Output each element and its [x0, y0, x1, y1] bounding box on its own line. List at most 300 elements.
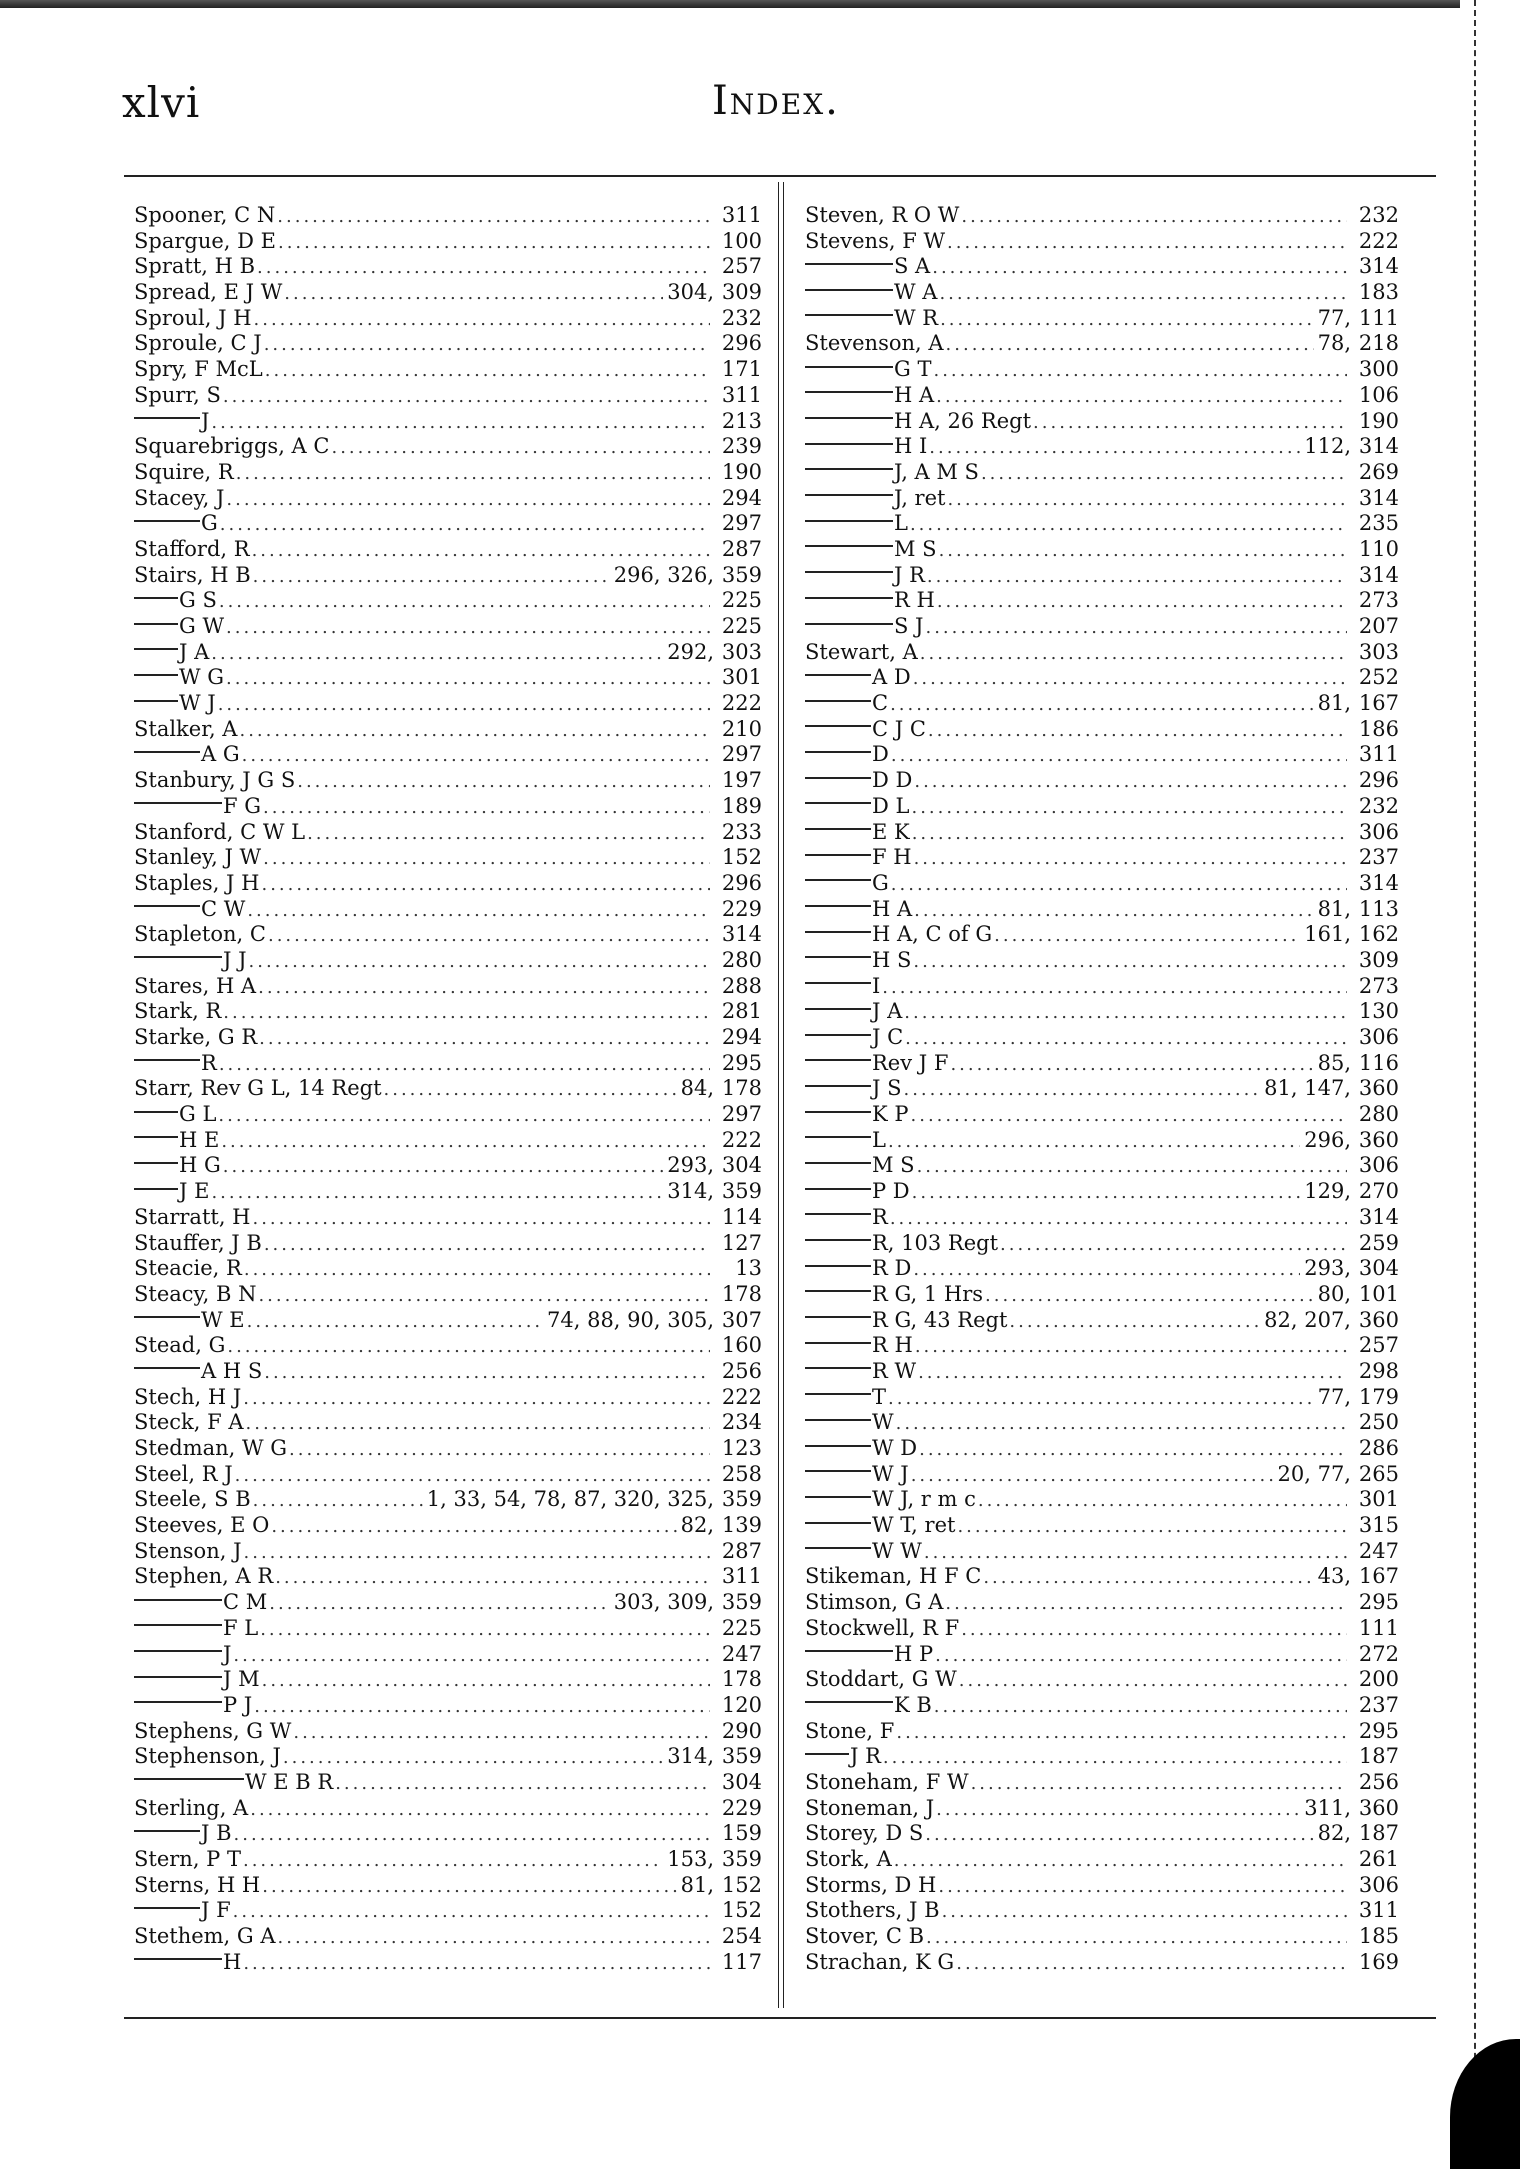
entry-name	[805, 845, 914, 871]
index-entry	[805, 1256, 1399, 1282]
dot-leader	[939, 538, 1347, 563]
ditto-dash	[805, 391, 893, 393]
dot-leader	[271, 1514, 676, 1539]
entry-name-text: W E	[201, 1307, 245, 1332]
entry-name-text: K B	[894, 1692, 932, 1717]
entry-page-final: 257	[721, 254, 762, 279]
entry-name-text: D L	[872, 793, 910, 818]
entry-page-final: 301	[1358, 1487, 1399, 1512]
entry-name	[805, 1153, 917, 1179]
entry-page-final: 120	[721, 1692, 762, 1717]
entry-name	[805, 1231, 1000, 1257]
entry-name-text: J A	[179, 639, 210, 664]
entry-page-refs: 311,	[1304, 1795, 1351, 1820]
ditto-dash	[134, 417, 200, 419]
entry-page-final: 314	[1358, 485, 1399, 510]
entry-name-text: J A	[872, 999, 903, 1024]
entry-name	[805, 820, 912, 846]
entry-page-final: 295	[1358, 1590, 1399, 1615]
dot-leader	[924, 1540, 1347, 1565]
entry-page-final: 162	[1358, 922, 1399, 947]
ditto-dash	[134, 648, 178, 650]
ditto-dash	[134, 1676, 222, 1678]
dot-leader	[938, 1874, 1347, 1899]
entry-name-text: Stoneman, J	[805, 1795, 935, 1820]
entry-name-text: Steacy, B N	[134, 1281, 257, 1306]
ditto-dash	[805, 1342, 871, 1344]
ditto-dash	[805, 802, 871, 804]
index-entry	[134, 280, 762, 306]
dot-leader	[252, 538, 710, 563]
dot-leader	[269, 1591, 610, 1616]
entry-name-text: W R	[894, 305, 939, 330]
dot-leader	[939, 281, 1347, 306]
index-entry	[134, 1205, 762, 1231]
index-entry	[805, 537, 1399, 563]
ditto-dash	[134, 1059, 200, 1061]
entry-name-text: J R	[850, 1744, 881, 1769]
dot-leader	[264, 332, 710, 357]
entry-name-text: F L	[223, 1615, 259, 1640]
ditto-dash	[134, 1907, 200, 1909]
dot-leader	[253, 1488, 423, 1513]
entry-name	[134, 254, 257, 280]
ditto-dash	[805, 751, 871, 753]
entry-name	[805, 1179, 912, 1205]
ditto-dash	[805, 1445, 871, 1447]
entry-name	[134, 1693, 254, 1719]
entry-name	[134, 820, 307, 846]
entry-page-final: 311	[721, 203, 762, 227]
ditto-dash	[805, 905, 871, 907]
dot-leader	[925, 1822, 1313, 1847]
dot-leader	[929, 435, 1300, 460]
dot-leader	[1009, 1309, 1260, 1334]
dot-leader	[243, 1848, 663, 1873]
entry-page-final: 272	[1358, 1641, 1399, 1666]
index-entry	[805, 1102, 1399, 1128]
entry-page-refs: 153,	[667, 1847, 714, 1871]
index-entry	[134, 1385, 762, 1411]
entry-name-text: Stech, H J	[134, 1384, 242, 1409]
entry-name	[805, 1719, 896, 1745]
dot-leader	[384, 1077, 677, 1102]
ditto-dash	[805, 1162, 871, 1164]
dot-leader	[983, 1565, 1313, 1590]
entry-page-final: 167	[1358, 1564, 1399, 1589]
ditto-dash	[805, 725, 871, 727]
dot-leader	[888, 1386, 1314, 1411]
index-entry	[134, 897, 762, 923]
entry-page-final: 306	[1358, 819, 1399, 844]
index-entry	[805, 1025, 1399, 1051]
entry-name-text: Spratt, H B	[134, 254, 256, 279]
entry-name-text: Starke, G R	[134, 1025, 258, 1049]
entry-page-final: 113	[1358, 896, 1399, 921]
entry-page-final: 169	[1358, 1949, 1399, 1974]
ditto-dash	[805, 545, 893, 547]
ditto-dash	[805, 1008, 871, 1010]
entry-name-text: R H	[894, 588, 935, 613]
entry-name-text: G T	[894, 357, 932, 382]
entry-name-text: G	[201, 511, 218, 536]
entry-name-text: Stauffer, J B	[134, 1230, 262, 1255]
dot-leader	[981, 461, 1347, 486]
entry-page-final: 360	[1358, 1076, 1399, 1101]
index-entry	[805, 922, 1399, 948]
entry-name	[134, 871, 261, 897]
entry-page-final: 359	[721, 1744, 762, 1769]
index-entry	[134, 922, 762, 948]
entry-name-text: H A	[894, 382, 935, 407]
footer-rule	[124, 2017, 1436, 2019]
ditto-dash	[805, 494, 893, 496]
entry-name-text: S J	[894, 614, 924, 638]
index-entry	[134, 1924, 762, 1950]
index-entry	[805, 1153, 1399, 1179]
entry-name	[805, 974, 882, 1000]
ditto-dash	[134, 700, 178, 702]
index-entry	[805, 254, 1399, 280]
entry-name-text: Stork, A	[805, 1847, 892, 1871]
entry-name	[134, 640, 211, 666]
index-column-left	[134, 203, 762, 1975]
entry-page-final: 307	[721, 1307, 762, 1332]
index-entry	[134, 691, 762, 717]
ditto-dash	[805, 520, 893, 522]
dot-leader	[927, 564, 1347, 589]
entry-name-text: W G	[179, 665, 225, 690]
entry-name	[805, 1693, 934, 1719]
dot-leader	[912, 821, 1347, 846]
dot-leader	[223, 1000, 710, 1025]
entry-page-final: 117	[721, 1949, 762, 1974]
entry-name	[134, 1590, 269, 1616]
entry-name-text: J E	[179, 1179, 210, 1204]
entry-page-final: 200	[1358, 1667, 1399, 1692]
index-entry	[805, 434, 1399, 460]
index-entry	[805, 665, 1399, 691]
dot-leader	[257, 255, 710, 280]
index-entry	[134, 460, 762, 486]
dot-leader	[243, 1386, 710, 1411]
index-entry	[805, 486, 1399, 512]
dot-leader	[913, 666, 1347, 691]
entry-name	[805, 1308, 1009, 1334]
ditto-dash	[805, 314, 893, 316]
entry-name-text: J, ret	[894, 485, 946, 510]
entry-name	[805, 1950, 956, 1976]
entry-page-final: 152	[721, 1872, 762, 1897]
entry-name	[805, 1436, 919, 1462]
index-entry	[805, 1821, 1399, 1847]
entry-name	[805, 486, 947, 512]
entry-name	[805, 1282, 985, 1308]
entry-name-text: J, A M S	[894, 459, 979, 484]
entry-page-final: 127	[721, 1230, 762, 1255]
entry-page-final: 197	[721, 768, 762, 793]
entry-name-text: G W	[179, 614, 225, 638]
entry-name-text: Storey, D S	[805, 1821, 924, 1846]
index-entry	[805, 280, 1399, 306]
page-title: Index.	[712, 78, 840, 124]
entry-name	[805, 1359, 918, 1385]
index-entry	[805, 1487, 1399, 1513]
dot-leader	[947, 230, 1347, 255]
index-entry	[134, 1616, 762, 1642]
entry-name-text: Stover, C B	[805, 1924, 925, 1949]
dot-leader	[259, 1026, 710, 1051]
entry-name	[134, 383, 223, 409]
index-entry	[805, 460, 1399, 486]
dot-leader	[263, 795, 710, 820]
ditto-dash	[805, 1650, 893, 1652]
entry-page-final: 256	[1358, 1769, 1399, 1794]
entry-name-text: J	[223, 1641, 232, 1666]
entry-name-text: J S	[872, 1076, 902, 1101]
index-entry	[805, 383, 1399, 409]
entry-name-text: Starratt, H	[134, 1204, 251, 1229]
entry-name	[134, 511, 220, 537]
index-entry	[805, 229, 1399, 255]
dot-leader	[957, 1514, 1347, 1539]
entry-page-refs: 296,	[1304, 1127, 1351, 1152]
dot-leader	[911, 795, 1347, 820]
entry-page-final: 111	[1358, 305, 1399, 330]
entry-page-final: 315	[1358, 1513, 1399, 1538]
dot-leader	[227, 1334, 710, 1359]
entry-name	[134, 1950, 243, 1976]
entry-name-text: J	[201, 408, 210, 433]
entry-name	[134, 897, 247, 923]
entry-name-text: W T, ret	[872, 1513, 956, 1538]
dot-leader	[264, 1360, 710, 1385]
entry-name-text: Stevenson, A	[805, 331, 944, 356]
index-entry	[805, 1436, 1399, 1462]
entry-page-refs: 84,	[680, 1076, 714, 1101]
entry-name-text: J F	[201, 1898, 231, 1923]
index-entry	[805, 563, 1399, 589]
ditto-dash	[805, 1085, 871, 1087]
index-entry	[805, 871, 1399, 897]
entry-name-text: S A	[894, 254, 931, 279]
entry-name	[805, 1873, 938, 1899]
entry-name-text: R G, 1 Hrs	[872, 1281, 984, 1306]
entry-name	[805, 1051, 950, 1077]
entry-page-final: 110	[1358, 536, 1399, 561]
entry-name-text: Stanford, C W L	[134, 819, 306, 844]
entry-name	[134, 588, 219, 614]
entry-page-final: 314	[1358, 870, 1399, 895]
entry-name	[805, 306, 940, 332]
entry-name	[134, 1487, 253, 1513]
index-entry	[805, 1616, 1399, 1642]
ditto-dash	[134, 1599, 222, 1601]
index-entry	[134, 845, 762, 871]
dot-leader	[234, 1822, 710, 1847]
entry-name-text: Stimson, G A	[805, 1590, 944, 1615]
index-entry	[805, 897, 1399, 923]
index-entry	[134, 229, 762, 255]
dot-leader	[218, 692, 710, 717]
entry-page-final: 254	[721, 1924, 762, 1949]
index-entry	[134, 665, 762, 691]
entry-name	[805, 717, 928, 743]
dot-leader	[936, 384, 1347, 409]
index-entry	[134, 1333, 762, 1359]
entry-page-final: 167	[1358, 691, 1399, 716]
entry-page-final: 304	[721, 1769, 762, 1794]
index-entry	[134, 1153, 762, 1179]
dot-leader	[293, 1720, 710, 1745]
entry-page-final: 360	[1358, 1127, 1399, 1152]
entry-name	[805, 1487, 978, 1513]
entry-page-refs: 129,	[1304, 1179, 1351, 1204]
entry-page-final: 234	[721, 1410, 762, 1435]
entry-page-final: 190	[721, 459, 762, 484]
entry-page-final: 311	[721, 1564, 762, 1589]
entry-name	[134, 974, 258, 1000]
dot-leader	[904, 1000, 1347, 1025]
dot-leader	[918, 1360, 1347, 1385]
entry-page-final: 213	[721, 408, 762, 433]
entry-name-text: Stanbury, J G S	[134, 768, 296, 793]
entry-name	[134, 1179, 211, 1205]
entry-page-final: 294	[721, 485, 762, 510]
ditto-dash	[134, 1624, 222, 1626]
entry-name	[805, 1102, 911, 1128]
entry-page-final: 306	[1358, 1153, 1399, 1178]
entry-name	[134, 1231, 264, 1257]
index-entry	[805, 1333, 1399, 1359]
entry-page-final: 222	[721, 1127, 762, 1152]
index-entry	[805, 742, 1399, 768]
entry-page-final: 13	[735, 1256, 762, 1281]
entry-name-text: H G	[179, 1153, 221, 1178]
entry-page-refs: 293,	[1304, 1256, 1351, 1281]
entry-name-text: Storms, D H	[805, 1872, 937, 1897]
index-entry	[805, 999, 1399, 1025]
entry-name	[805, 1128, 888, 1154]
entry-name-text: R, 103 Regt	[872, 1230, 999, 1255]
dot-leader	[920, 641, 1347, 666]
entry-page-refs: 78,	[1317, 331, 1351, 356]
entry-name-text: A H S	[201, 1358, 263, 1383]
entry-page-final: 222	[721, 1384, 762, 1409]
index-entry	[805, 1719, 1399, 1745]
entry-page-final: 296	[1358, 768, 1399, 793]
dot-leader	[905, 1026, 1347, 1051]
entry-page-final: 222	[1358, 228, 1399, 253]
entry-page-refs: 161,	[1304, 922, 1351, 947]
index-entry	[805, 1796, 1399, 1822]
index-entry	[134, 537, 762, 563]
entry-name	[805, 1025, 905, 1051]
dot-leader	[914, 769, 1347, 794]
entry-page-final: 232	[1358, 203, 1399, 227]
dot-leader	[913, 949, 1347, 974]
entry-name	[805, 357, 933, 383]
index-entry	[134, 717, 762, 743]
dot-leader	[226, 666, 710, 691]
dot-leader	[226, 487, 710, 512]
ditto-dash	[805, 956, 871, 958]
entry-page-refs: 82, 207,	[1264, 1307, 1351, 1332]
index-entry	[134, 1770, 762, 1796]
index-entry	[134, 486, 762, 512]
entry-page-final: 281	[721, 999, 762, 1024]
entry-name	[805, 640, 920, 666]
ditto-dash	[134, 1136, 178, 1138]
dot-leader	[226, 615, 710, 640]
entry-name-text: W J	[179, 691, 216, 716]
entry-name-text: D	[872, 742, 889, 767]
entry-page-final: 189	[721, 793, 762, 818]
index-entry	[134, 1025, 762, 1051]
dot-leader	[233, 1643, 710, 1668]
dot-leader	[218, 1103, 710, 1128]
index-entry	[134, 1231, 762, 1257]
index-entry	[134, 614, 762, 640]
entry-page-final: 306	[1358, 1025, 1399, 1049]
entry-page-final: 359	[721, 1487, 762, 1512]
entry-name-text: D D	[872, 768, 913, 793]
entry-name	[134, 742, 242, 768]
ditto-dash	[805, 982, 871, 984]
index-entry	[134, 1487, 762, 1513]
entry-name	[134, 794, 263, 820]
entry-name-text: H E	[179, 1127, 220, 1152]
ditto-dash	[805, 1188, 871, 1190]
index-entry	[134, 1796, 762, 1822]
index-entry	[805, 1462, 1399, 1488]
entry-name-text: Steven, R O W	[805, 203, 960, 227]
entry-page-final: 178	[721, 1667, 762, 1692]
entry-page-final: 258	[721, 1461, 762, 1486]
entry-name-text: W W	[872, 1538, 922, 1563]
ditto-dash	[805, 1290, 871, 1292]
entry-name	[134, 357, 265, 383]
entry-name	[805, 1385, 888, 1411]
entry-name	[805, 1410, 896, 1436]
entry-name-text: Sproul, J H	[134, 305, 252, 330]
entry-name-text: R H	[872, 1333, 913, 1358]
entry-name	[805, 999, 904, 1025]
dot-leader	[985, 1283, 1314, 1308]
dot-leader	[265, 358, 710, 383]
entry-name-text: Sproule, C J	[134, 331, 262, 356]
entry-page-final: 229	[721, 1795, 762, 1820]
dot-leader	[942, 1899, 1347, 1924]
entry-name	[134, 331, 264, 357]
entry-name-text: P J	[223, 1692, 253, 1717]
entry-name	[134, 1308, 247, 1334]
entry-name-text: Stafford, R	[134, 536, 250, 561]
dot-leader	[283, 1745, 663, 1770]
dot-leader	[335, 1771, 710, 1796]
dot-leader	[277, 204, 710, 229]
entry-page-final: 190	[1358, 408, 1399, 433]
entry-page-final: 297	[721, 742, 762, 767]
entry-name-text: Stead, G	[134, 1333, 226, 1358]
entry-name	[805, 563, 927, 589]
entry-name	[134, 768, 297, 794]
ditto-dash	[134, 802, 222, 804]
dot-leader	[297, 769, 710, 794]
dot-leader	[894, 1848, 1347, 1873]
entry-page-refs: 303, 309,	[613, 1590, 714, 1615]
column-divider	[778, 182, 784, 2008]
